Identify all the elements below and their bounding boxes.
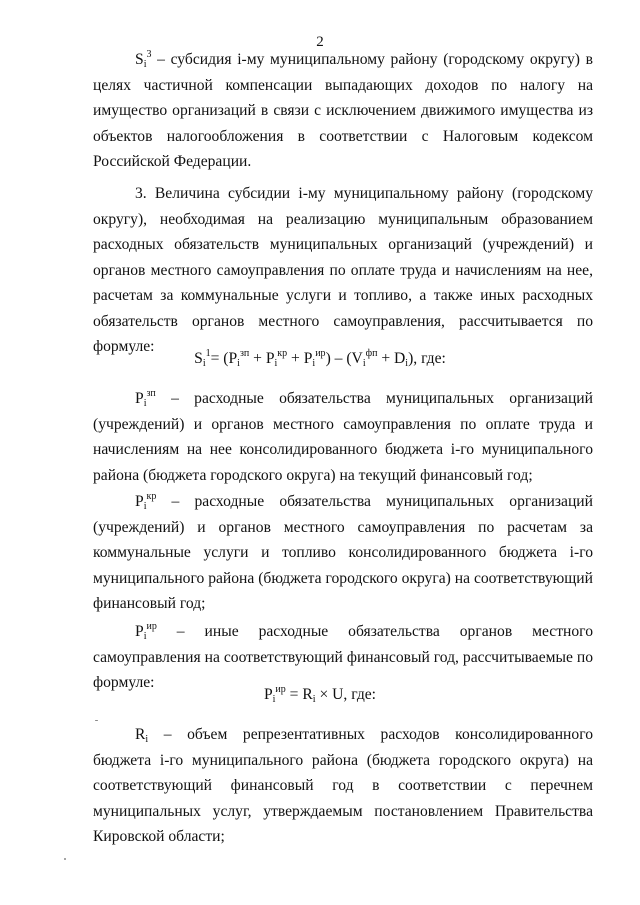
- formula-part: + D: [377, 350, 406, 367]
- formula-sup: ир: [275, 684, 286, 695]
- symbol-p: P: [135, 390, 144, 407]
- subscript-i: i: [143, 59, 147, 70]
- formula-symbol: P: [263, 686, 273, 703]
- formula-sub: i: [272, 694, 276, 705]
- symbol-s: S: [135, 51, 144, 68]
- formula-sub: i: [237, 358, 240, 369]
- subscript-i: i: [143, 631, 147, 642]
- symbol-p: P: [135, 493, 144, 510]
- p-zp-definition-text: – расходные обязательства муниципальных организаций (учреждений) и органов местного самоуправления по оплате труда и начислениям на нее консолидированного бюджета i-го муниципального района (бюджета городского округа) на текущий финансовый год;: [93, 390, 593, 484]
- paragraph-r-definition: [93, 722, 593, 850]
- formula-sup: ир: [315, 348, 326, 359]
- subscript-i: i: [145, 734, 149, 745]
- item-3-text: 3. Величина субсидии i-му муниципальному району (городскому округу), необходимая на реализацию муниципальным образованием расходных обязательств муниципальных организаций (учреждений) и органов местного самоуправления по оплате труда и начислениям на нее, расчетам за коммунальные услуги и топливо, а также иных расходных обязательств органов местного самоуправления, рассчитывается по формуле:: [93, 185, 593, 355]
- formula-other-expenses: [0, 686, 640, 704]
- formula-sub: i: [274, 358, 278, 369]
- formula-part: = R: [285, 686, 313, 703]
- paragraph-p-ir-definition: [93, 619, 593, 696]
- formula-sup: зп: [239, 348, 250, 359]
- formula-sup: фп: [365, 348, 378, 359]
- formula-part: = (P: [210, 350, 238, 367]
- p-kr-definition-text: – расходные обязательства муниципальных организаций (учреждений) и органов местного самоуправления по расчетам за коммунальные услуги и топливо консолидированного бюджета i-го муниципального района (бюджета городского округа) на соответствующий финансовый год;: [93, 493, 593, 612]
- formula-part: ) – (V: [325, 350, 363, 367]
- paragraph-p-kr-definition: [93, 489, 593, 617]
- formula-sub: i: [202, 358, 206, 369]
- formula-sub: i: [405, 358, 409, 369]
- superscript-ir: ир: [146, 621, 157, 632]
- formula-sub: i: [312, 694, 316, 705]
- formula-part: ), где:: [408, 350, 446, 367]
- formula-subsidy: [0, 350, 640, 368]
- subscript-i: i: [143, 501, 147, 512]
- formula-sub: i: [362, 358, 366, 369]
- paragraph-p-zp-definition: [93, 386, 593, 488]
- formula-symbol: S: [194, 350, 203, 367]
- formula-part: × U, где:: [315, 686, 377, 703]
- subscript-i: i: [143, 398, 147, 409]
- formula-part: + P: [287, 350, 313, 367]
- formula-sup: 1: [205, 348, 211, 359]
- s3-definition-text: – субсидия i-му муниципальному району (городскому округу) в целях частичной компенсации выпадающих доходов по налогу на имущество организаций в связи с исключением движимого имущества из объектов налогообложения в соответствии с Налоговым кодексом Российской Федерации.: [93, 51, 593, 170]
- superscript-kr: кр: [146, 491, 157, 502]
- scan-speck: [95, 720, 98, 721]
- formula-sub: i: [312, 358, 316, 369]
- r-definition-text: – объем репрезентативных расходов консолидированного бюджета i-го муниципального района (бюджета городского округа) на соответствующий финансовый год в соответствии с перечнем муниципальных услуг, утверждаемым постановлением Правительства Кировской области;: [93, 726, 593, 845]
- scan-speck: [64, 858, 66, 860]
- formula-part: + P: [249, 350, 275, 367]
- symbol-p: P: [135, 623, 144, 640]
- page-number: 2: [316, 34, 324, 50]
- superscript-zp: зп: [146, 388, 156, 399]
- formula-sup: кр: [277, 348, 288, 359]
- p-ir-definition-text: – иные расходные обязательства органов местного самоуправления на соответствующий финансовый год, рассчитываемые по формуле:: [93, 623, 593, 691]
- symbol-r: R: [135, 726, 146, 743]
- paragraph-item-3: [93, 181, 593, 360]
- superscript-3: 3: [146, 49, 152, 60]
- paragraph-s3-definition: [93, 47, 593, 175]
